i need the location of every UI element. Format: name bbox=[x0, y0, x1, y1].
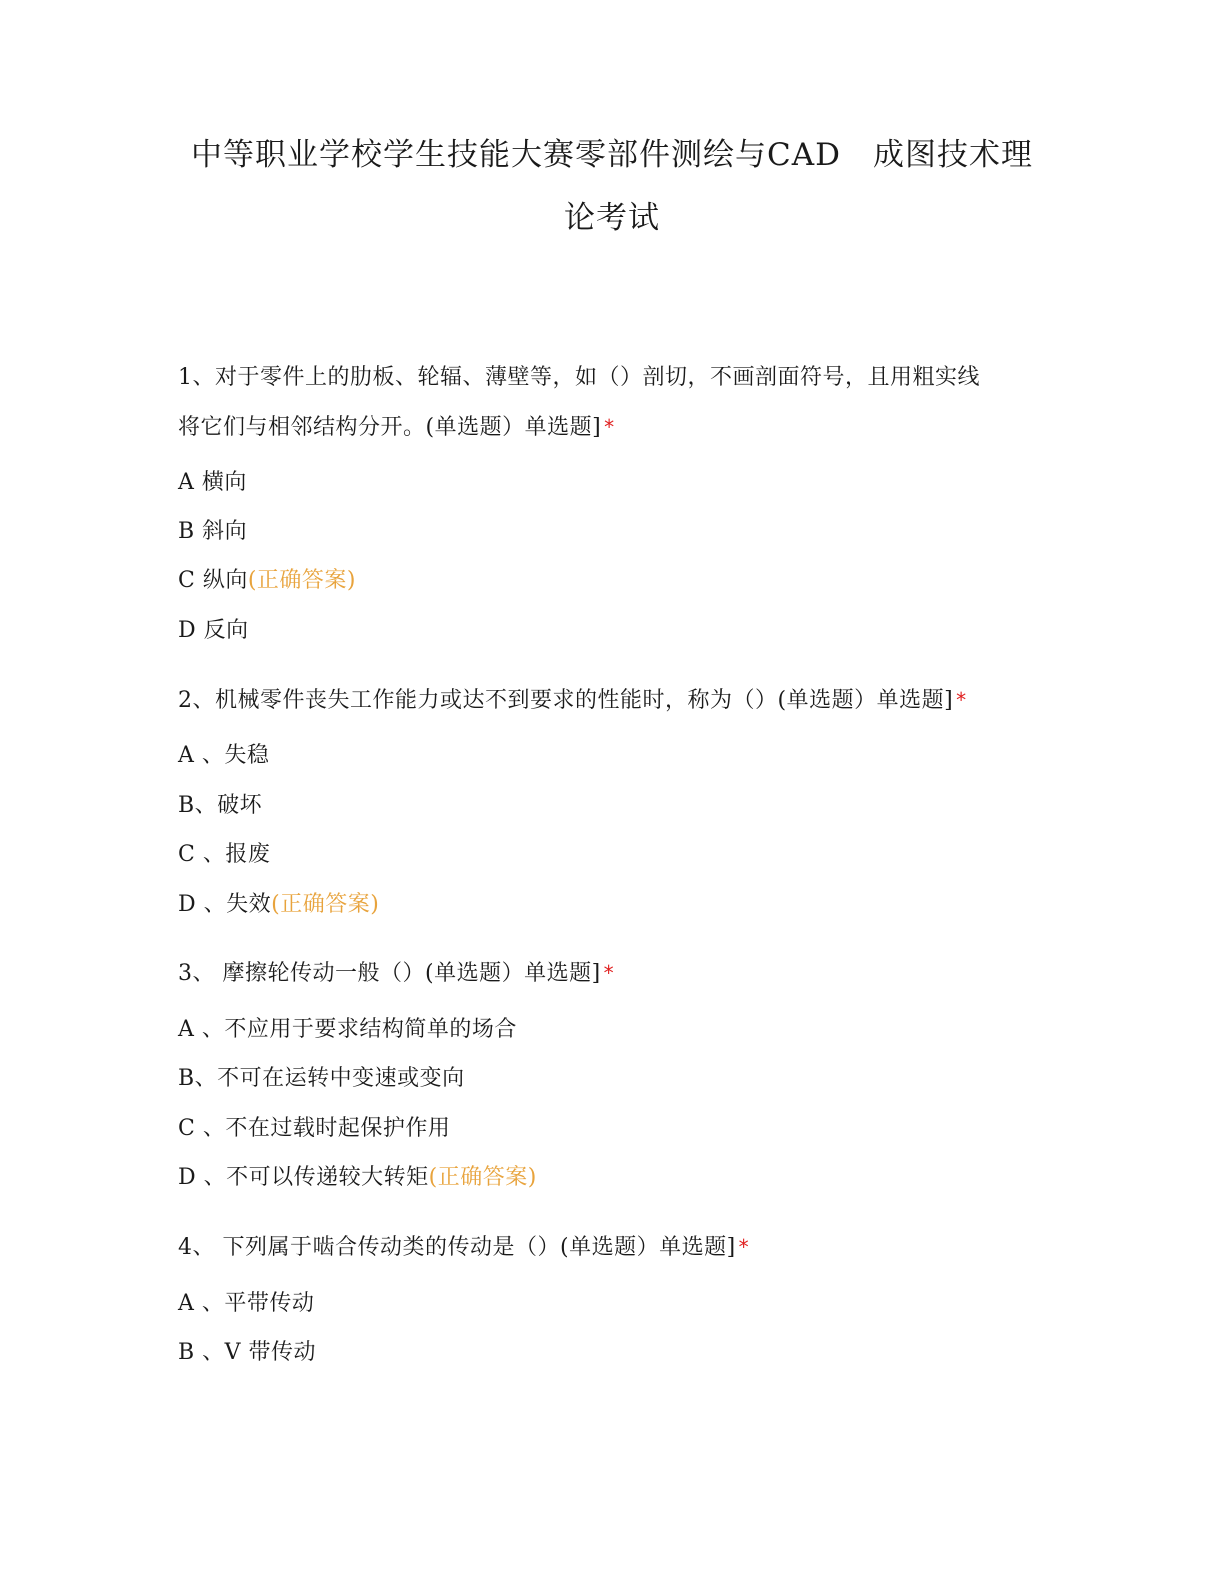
question-4-text-line-1: 4、 下列属于啮合传动类的传动是（）(单选题）单选题] * bbox=[178, 1235, 750, 1260]
document-title-line-2: 论考试 bbox=[564, 200, 660, 236]
question-2-option-d: D 、失效(正确答案) bbox=[178, 892, 380, 917]
correct-answer-label: (正确答案) bbox=[428, 1165, 537, 1190]
question-2-option-a: A 、失稳 bbox=[178, 743, 270, 768]
question-4-option-b: B 、V 带传动 bbox=[178, 1340, 317, 1365]
document-title-line-1: 中等职业学校学生技能大赛零部件测绘与CAD 成图技术理 bbox=[191, 137, 1033, 173]
correct-answer-label: (正确答案) bbox=[271, 892, 380, 917]
required-asterisk-icon: * bbox=[738, 1235, 750, 1259]
question-1-option-b: B 斜向 bbox=[178, 519, 248, 544]
required-asterisk-icon: * bbox=[956, 688, 967, 712]
question-3-option-b: B、不可在运转中变速或变向 bbox=[178, 1066, 465, 1091]
question-3-text-line-1: 3、 摩擦轮传动一般（）(单选题）单选题] * bbox=[178, 961, 615, 986]
question-3-option-d: D 、不可以传递较大转矩(正确答案) bbox=[178, 1165, 537, 1190]
question-1-text-line-2: 将它们与相邻结构分开。(单选题）单选题] * bbox=[178, 415, 615, 440]
question-1-option-c: C 纵向(正确答案) bbox=[178, 568, 356, 593]
question-2-text-line-1: 2、机械零件丧失工作能力或达不到要求的性能时，称为（）(单选题）单选题] * bbox=[178, 688, 967, 713]
question-3-option-c: C 、不在过载时起保护作用 bbox=[178, 1116, 451, 1141]
required-asterisk-icon: * bbox=[604, 415, 615, 439]
question-3-option-a: A 、不应用于要求结构简单的场合 bbox=[178, 1017, 517, 1042]
question-1-text-line-1: 1、对于零件上的肋板、轮辐、薄壁等，如（）剖切，不画剖面符号，且用粗实线 bbox=[178, 365, 980, 390]
required-asterisk-icon: * bbox=[603, 961, 615, 985]
question-4-option-a: A 、平带传动 bbox=[178, 1291, 315, 1316]
question-2-option-b: B、破坏 bbox=[178, 793, 263, 818]
question-1-option-d: D 反向 bbox=[178, 618, 249, 643]
correct-answer-label: (正确答案) bbox=[247, 568, 356, 593]
question-2-option-c: C 、报废 bbox=[178, 842, 271, 867]
question-1-option-a: A 横向 bbox=[178, 470, 247, 495]
